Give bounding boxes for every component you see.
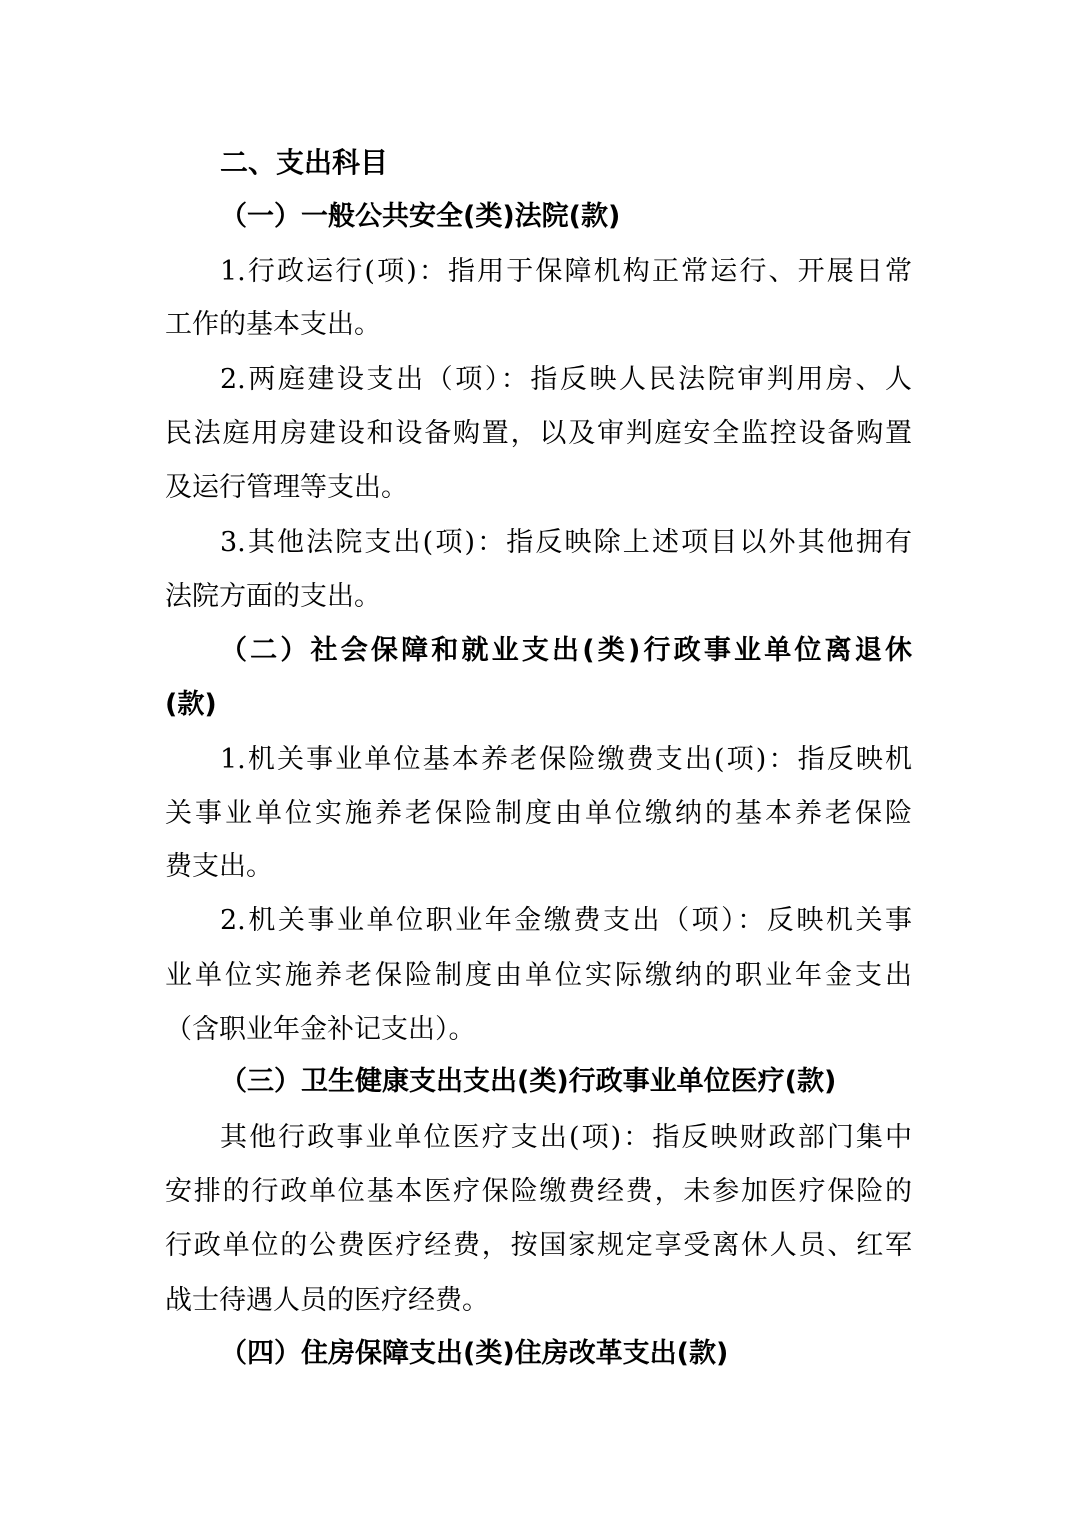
paragraph-line: 1.机关事业单位基本养老保险缴费支出(项)：指反映机 <box>220 744 912 775</box>
subsection-heading: （一）一般公共安全(类)法院(款) <box>220 201 621 232</box>
paragraph-line: 3.其他法院支出(项)：指反映除上述项目以外其他拥有 <box>220 527 912 558</box>
paragraph-line: （含职业年金补记支出）。 <box>165 1014 476 1045</box>
paragraph-line: 行政单位的公费医疗经费，按国家规定享受离休人员、红军 <box>165 1230 912 1261</box>
paragraph-line: 及运行管理等支出。 <box>165 472 408 503</box>
paragraph-line: 关事业单位实施养老保险制度由单位缴纳的基本养老保险 <box>165 798 912 829</box>
section-title: 二、支出科目 <box>220 146 389 179</box>
subsection-heading: （四）住房保障支出(类)住房改革支出(款) <box>220 1338 729 1369</box>
paragraph-line: 战士待遇人员的医疗经费。 <box>165 1285 489 1316</box>
paragraph-line: 工作的基本支出。 <box>165 309 381 340</box>
paragraph-line: 1.行政运行(项)：指用于保障机构正常运行、开展日常 <box>220 256 912 287</box>
paragraph-line: 费支出。 <box>165 851 273 882</box>
paragraph-line: 2.机关事业单位职业年金缴费支出（项）：反映机关事 <box>220 905 912 936</box>
subsection-heading: （三）卫生健康支出支出(类)行政事业单位医疗(款) <box>220 1066 837 1097</box>
paragraph-line: 法院方面的支出。 <box>165 581 381 612</box>
paragraph-line: 民法庭用房建设和设备购置，以及审判庭安全监控设备购置 <box>165 418 912 449</box>
subsection-heading-cont: (款) <box>165 689 217 720</box>
paragraph-line: 2.两庭建设支出（项）：指反映人民法院审判用房、人 <box>220 364 912 395</box>
subsection-heading: （二）社会保障和就业支出(类)行政事业单位离退休 <box>220 635 912 666</box>
paragraph-line: 其他行政事业单位医疗支出(项)：指反映财政部门集中 <box>220 1122 912 1153</box>
paragraph-line: 安排的行政单位基本医疗保险缴费经费，未参加医疗保险的 <box>165 1176 912 1207</box>
paragraph-line: 业单位实施养老保险制度由单位实际缴纳的职业年金支出 <box>165 960 912 991</box>
